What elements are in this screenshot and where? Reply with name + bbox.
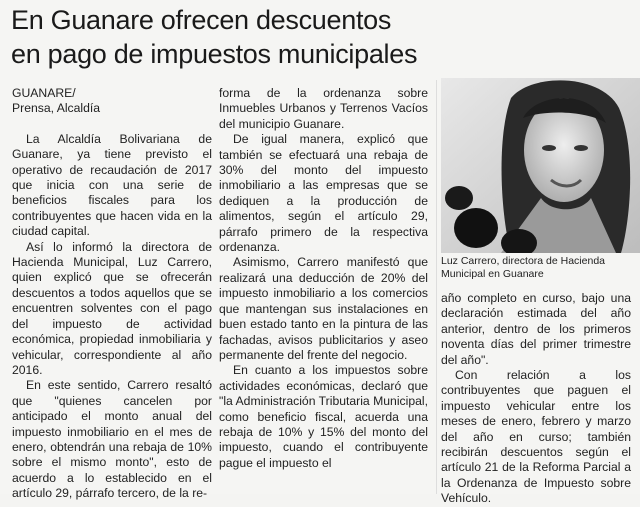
byline-location: GUANARE/ — [12, 86, 76, 100]
headline-line-1: En Guanare ofrecen descuentos — [11, 5, 392, 35]
paragraph: En este sentido, Carrero resaltó que "quienes cancelen por anticipado el monto anual del impuesto inmobiliario en el mes de enero, obtendrán una rebaja de 10% sobre el mismo monto", esto de acuerdo a lo establecido en el artículo 29, párrafo tercero, de la re- — [12, 378, 212, 501]
paragraph: Así lo informó la directora de Hacienda Municipal, Luz Carrero, quien explicó que se ofrecerán descuentos a todos aquellos que se encuentren solventes con el pago del impuesto de actividad económica, propiedad inmobiliaria y vehicular, correspondiente al año 2016. — [12, 239, 212, 377]
column-divider — [436, 80, 437, 494]
photo-caption: Luz Carrero, directora de Hacienda Municipal en Guanare — [441, 255, 606, 280]
paragraph: año completo en curso, bajo una declaración estimada del año anterior, dentro de los primeros noventa días del primer trimestre del año". — [441, 291, 631, 367]
portrait-image — [441, 78, 640, 253]
article-column-1 — [12, 86, 212, 502]
article-column-2 — [219, 86, 428, 471]
headline-line-2: en pago de impuestos municipales — [11, 39, 418, 69]
byline — [12, 86, 212, 117]
paragraph: Asimismo, Carrero manifestó que realizará una deducción de 20% del impuesto inmobiliario a los comercios que mantengan sus instalaciones en buen estado tanto en la pintura de las fachadas, avisos publicitarios y aseo permanente del frente del negocio. — [219, 255, 428, 362]
paragraph: De igual manera, explicó que también se efectuará una rebaja de 30% del monto del impuesto inmobiliario a las empresas que se dediquen a la producción de alimentos, según el artículo 29, párrafo primero de la respectiva ordenanza. — [219, 132, 428, 255]
paragraph: forma de la ordenanza sobre Inmuebles Urbanos y Terrenos Vacíos del municipio Guanare. — [219, 86, 428, 131]
portrait-photo — [441, 78, 640, 253]
paragraph: Con relación a los contribuyentes que paguen el impuesto vehicular entre los meses de enero, febrero y marzo del año en curso; también recibirán descuentos según el artículo 21 de la Reforma Parcial a la Ordenanza de Impuesto sobre Vehículo. — [441, 368, 631, 506]
paragraph: En cuanto a los impuestos sobre actividades económicas, declaró que "la Administración Tributaria Municipal, como beneficio fiscal, acuerda una rebaja de 10% y 15% del monto del impuesto, cuando el contribuyente pague el impuesto el — [219, 363, 428, 470]
paragraph: La Alcaldía Bolivariana de Guanare, ya tiene previsto el operativo de recaudación de 2017 que inicia con una serie de beneficios fiscales para los contribuyentes que hacen vida en la ciudad capital. — [12, 131, 212, 239]
article-column-3 — [441, 291, 631, 507]
byline-source: Prensa, Alcaldía — [12, 101, 101, 116]
headline — [11, 3, 441, 71]
